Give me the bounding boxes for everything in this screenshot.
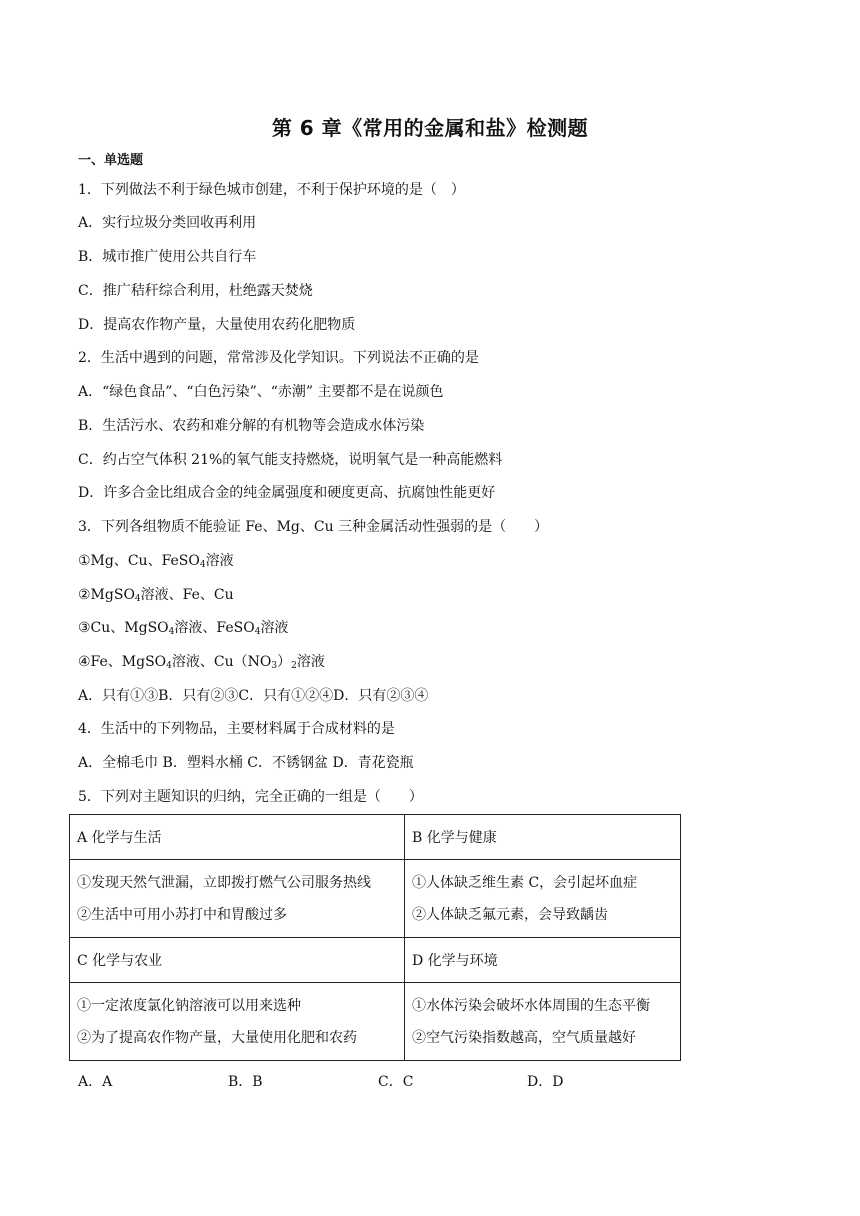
q1-option-a: A．实行垃圾分类回收再利用: [78, 215, 257, 231]
table-a-item-2: ②生活中可用小苏打中和胃酸过多: [77, 906, 287, 923]
table-d-item-1: ①水体污染会破坏水体周围的生态平衡: [412, 997, 650, 1014]
q3-item-1: ①Mg、Cu、FeSO$_4$溶液: [78, 553, 234, 570]
q3-stem: 3．下列各组物质不能验证 Fe、Mg、Cu 三种金属活动性强弱的是（ ）: [78, 519, 549, 535]
section-heading: 一、单选题: [78, 153, 144, 168]
q2-option-c: C．约占空气体积 21%的氧气能支持燃烧，说明氧气是一种高能燃料: [78, 452, 503, 468]
q5-stem: 5．下列对主题知识的归纳，完全正确的一组是（ ）: [78, 789, 423, 805]
q1-option-c: C．推广秸秆综合利用，杜绝露天焚烧: [78, 283, 313, 299]
q4-options: A．全棉毛巾 B．塑料水桶 C．不锈钢盆 D．青花瓷瓶: [78, 755, 414, 771]
q5-option-d: D．D: [527, 1074, 564, 1090]
table-c-item-2: ②为了提高农作物产量，大量使用化肥和农药: [77, 1029, 357, 1046]
q3-item-3: ③Cu、MgSO$_4$溶液、FeSO$_4$溶液: [78, 620, 289, 637]
q5-knowledge-table: [69, 814, 681, 1061]
table-cell-c-body: [70, 983, 405, 1061]
q4-stem: 4．生活中的下列物品，主要材料属于合成材料的是: [78, 721, 395, 737]
q5-option-b: B．B: [228, 1074, 263, 1090]
q1-stem: 1．下列做法不利于绿色城市创建，不利于保护环境的是（ ）: [78, 182, 465, 198]
table-cell-d-body: [405, 983, 681, 1061]
table-a-item-1: ①发现天然气泄漏，立即拨打燃气公司服务热线: [77, 874, 371, 891]
q5-option-c: C．C: [378, 1074, 414, 1090]
table-c-item-1: ①一定浓度氯化钠溶液可以用来选种: [77, 997, 301, 1014]
q1-option-b: B．城市推广使用公共自行车: [78, 249, 257, 265]
q3-options: A．只有①③B．只有②③C．只有①②④D．只有②③④: [78, 688, 429, 704]
table-cell-d-head: D 化学与环境: [405, 938, 681, 983]
q2-stem: 2．生活中遇到的问题，常常涉及化学知识。下列说法不正确的是: [78, 350, 479, 366]
table-cell-a-body: [70, 860, 405, 938]
table-cell-b-body: [405, 860, 681, 938]
q2-option-b: B．生活污水、农药和难分解的有机物等会造成水体污染: [78, 418, 425, 434]
q3-item-4: ④Fe、MgSO$_4$溶液、$Cu(NO_3)_2$溶液: [78, 654, 325, 671]
q1-option-d: D．提高农作物产量，大量使用农药化肥物质: [78, 317, 356, 333]
q2-option-d: D．许多合金比组成合金的纯金属强度和硬度更高、抗腐蚀性能更好: [78, 485, 496, 501]
table-b-item-2: ②人体缺乏氟元素，会导致龋齿: [412, 906, 608, 923]
page-title: 第 6 章《常用的金属和盐》检测题: [271, 116, 589, 140]
q2-option-a: A．“绿色食品”、“白色污染”、“赤潮” 主要都不是在说颜色: [78, 384, 444, 400]
table-cell-c-head: C 化学与农业: [70, 938, 405, 983]
table-d-item-2: ②空气污染指数越高，空气质量越好: [412, 1029, 636, 1046]
table-cell-b-head: B 化学与健康: [405, 815, 681, 860]
q3-item-2: ②MgSO$_4$溶液、Fe、Cu: [78, 587, 234, 604]
table-b-item-1: ①人体缺乏维生素 C，会引起坏血症: [412, 874, 638, 891]
q5-option-a: A．A: [78, 1074, 113, 1090]
table-cell-a-head: A 化学与生活: [70, 815, 405, 860]
